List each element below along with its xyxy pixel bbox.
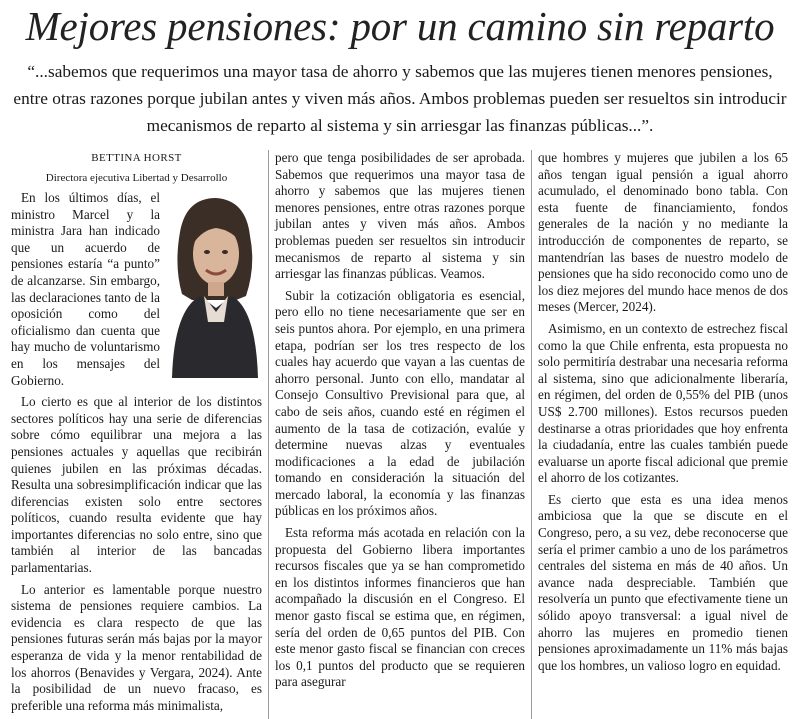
paragraph: Subir la cotización obligatoria es esencial, pero ello no tiene necesariamente que ser en seis puntos ahora. Por ejemplo, en una primera etapa, podrían ser los tres respecto de los cuales hay acuerdo que vayan a las cuentas de ahorro personal. Junto con ello, mandatar al Consejo Consultivo Previsional para que, al cabo de seis años, cuando esté en régimen el aumento de la tasa de cotización, evalúe y determine nuevas alzas y eventuales modificaciones a la edad de jubilación tomando en consideración la situación del mercado laboral, la economía y las finanzas públicas en los próximos años. — [275, 287, 525, 519]
author-photo — [166, 192, 262, 378]
column-2 — [268, 150, 531, 719]
column-1 — [5, 150, 268, 719]
paragraph: Es cierto que esta es una idea menos ambiciosa que la que se discute en el Congreso, pero, a su vez, debe reconocerse que sería el primer cambio a uno de los parámetros centrales del sistema en más de 40 años. Un avance nada despreciable. También que resolvería un punto que efectivamente tiene un sólido apoyo transversal: a igual nivel de ahorro las mujeres en promedio tienen pensiones aproximadamente un 11% más bajas que los hombres, un valioso logro en equidad. — [538, 491, 788, 673]
pull-quote: “...sabemos que requerimos una mayor tasa de ahorro y sabemos que las mujeres tienen menores pensiones, entre otras razones porque jubilan antes y viven más años. Ambos problemas pueden ser resueltos sin introducir mecanismos de reparto al sistema y sin arriesgar las finanzas públicas...”. — [13, 62, 787, 135]
paragraph: que hombres y mujeres que jubilen a los 65 años tengan igual pensión a igual ahorro acumulado, el denominado bono tabla. Con esta fuente de financiamiento, fondos generales de la nación y no mediante la introducción de componentes de reparto, se mantendrían las bases de nuestro modelo de pensiones que ha sido reconocido como uno de los diez mejores del mundo hace menos de dos meses (Mercer, 2024). — [538, 150, 788, 315]
paragraph: pero que tenga posibilidades de ser aprobada. Sabemos que requerimos una mayor tasa de ahorro y sabemos que las mujeres tienen menores pensiones, entre otras razones porque jubilan antes y viven más años. Ambos problemas pueden ser resueltos sin introducir mecanismos de reparto al sistema y sin arriesgar las finanzas públicas. Veamos. — [275, 150, 525, 282]
paragraph: Asimismo, en un contexto de estrechez fiscal como la que Chile enfrenta, esta propuesta no solo permitiría destrabar una necesaria reforma al sistema, sino que adicionalmente liberaría, en régimen, del orden de 0,55% del PIB (unos US$ 2.700 millones). Estos recursos pueden destinarse a otras prioridades que hoy enfrenta la ciudadanía, entre las cuales también puede evaluarse un aporte fiscal adicional que premie el ahorro de los cotizantes. — [538, 320, 788, 486]
paragraph: Lo cierto es que al interior de los distintos sectores políticos hay una serie de diferencias sobre cómo equilibrar una mejora a las pensiones actuales y aquellas que recibirán quienes jubilen en las próximas décadas. Resulta una sobresimplificación indicar que las diferencias existen solo entre sectores políticos, cuando resulta evidente que hay importantes diferencias no solo entre, sino que también al interior de las bancadas parlamentarias. — [11, 394, 262, 576]
paragraph: En los últimos días, el ministro Marcel y la ministra Jara han indicado que un acuerdo de pensiones estaría “a punto” de alcanzarse. Sin embargo, las declaraciones tanto de la oposición como del oficialismo dan cuenta que hay mucho de voluntarismo en los mensajes del Gobierno. — [11, 190, 160, 388]
author-role: Directora ejecutiva Libertad y Desarrollo — [45, 172, 228, 184]
author-name: BETTINA HORST — [91, 152, 182, 164]
paragraph: Esta reforma más acotada en relación con la propuesta del Gobierno libera importantes recursos fiscales que ya se han comprometido en los distintos informes financieros que han acompañado la discusión en el Congreso. El menor gasto fiscal se estima que, en régimen, sería del orden de 0,65 puntos del PIB. Con este menor gasto fiscal se financian con creces los 0,1 puntos del producto que se requieren para asegurar — [275, 525, 525, 690]
paragraph: Lo anterior es lamentable porque nuestro sistema de pensiones requiere cambios. La evidencia es clara respecto de que las pensiones futuras serán más bajas por la mayor esperanza de vida y la menor rentabilidad de los ahorros (Benavides y Vergara, 2024). Ante la posibilidad de un nuevo fracaso, es preferible una reforma más minimalista, — [11, 581, 262, 713]
article-title: Mejores pensiones: por un camino sin reparto — [25, 3, 775, 49]
article-body — [5, 150, 795, 713]
column-3 — [531, 150, 794, 719]
